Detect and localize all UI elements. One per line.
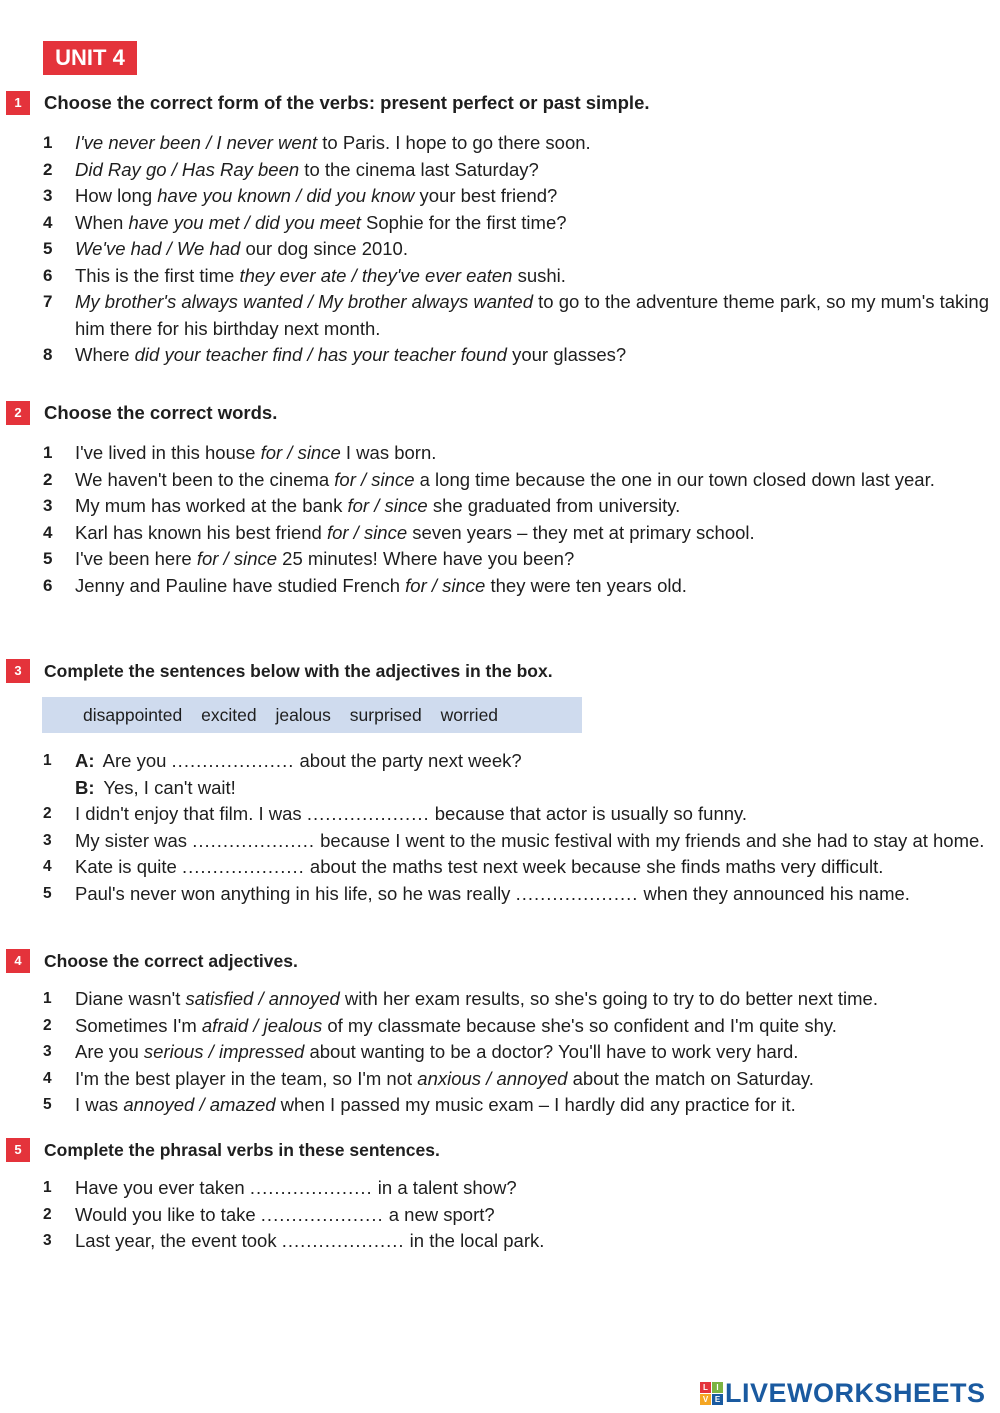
exercise-number: 4 [6,949,30,973]
item-number: 3 [43,1043,52,1060]
exercise-item [0,1092,1000,1119]
answer-options[interactable]: for / since [260,442,341,463]
exercise-3 [0,656,1000,686]
exercise-5 [0,1135,1000,1255]
exercise-item [0,854,1000,881]
exercise-item [0,440,1000,467]
item-text: about wanting to be a doctor? You'll have to work very hard. [304,1041,799,1062]
item-number: 5 [43,549,53,568]
exercise-item [0,1013,1000,1040]
answer-options[interactable]: have you known / did you know [157,185,415,206]
item-text: Yes, I can't wait! [98,776,236,798]
exercise-item [0,210,1000,237]
answer-options[interactable]: satisfied / annoyed [185,988,340,1009]
speaker-label: B: [75,776,95,798]
answer-options[interactable]: have you met / did you meet [128,211,361,233]
item-text: I've lived in this house [75,442,261,463]
answer-options[interactable]: for / since [347,495,428,516]
exercise-item [0,130,1000,157]
item-number: 4 [43,1069,52,1087]
item-text: I was born. [340,442,437,463]
item-text: I didn't enjoy that film. I was [75,803,307,824]
answer-options[interactable]: I've never been / I never went [75,132,318,153]
item-text: because that actor is usually so funny. [429,803,748,824]
exercise-title: Choose the correct form of the verbs: present perfect or past simple. [44,92,650,113]
exercise-item [0,801,1000,828]
item-text: Sometimes I'm [75,1014,202,1036]
answer-blank[interactable]: .................... [306,803,430,824]
item-number: 2 [43,1205,52,1223]
exercise-item [0,289,1000,342]
item-text: My sister was [75,829,193,851]
exercise-item [0,748,1000,775]
word-box-item: surprised [349,705,422,725]
item-text: I'm the best player in the team, so I'm not [75,1067,418,1089]
item-text: a long time because the one in our town closed down last year. [414,468,935,490]
item-number: 6 [43,575,53,595]
answer-options[interactable]: afraid / jealous [201,1014,323,1036]
item-text: in a talent show? [372,1177,517,1198]
item-text: of my classmate because she's so confident and I'm quite shy. [322,1014,837,1036]
item-text: about the match on Saturday. [567,1067,814,1089]
exercise-item [0,775,1000,802]
item-text: seven years – they met at primary school. [407,521,755,543]
item-text: We haven't been to the cinema [75,468,335,490]
item-text: This is the first time [75,264,240,286]
item-number: 4 [43,212,53,232]
exercise-item [0,1228,1000,1255]
item-number: 4 [43,858,52,875]
item-text: to Paris. I hope to go there soon. [317,132,591,153]
answer-options[interactable]: anxious / annoyed [417,1067,568,1089]
item-number: 8 [43,345,53,364]
exercise-4 [0,946,1000,1119]
item-number: 4 [43,522,53,542]
answer-options[interactable]: they ever ate / they've ever eaten [239,264,513,286]
item-text: about the maths test next week because she finds maths very difficult. [304,856,884,877]
liveworksheets-logo [700,1378,986,1408]
exercise-number: 3 [6,659,30,683]
exercise-item [0,467,1000,494]
exercise-1 [0,88,1000,369]
exercise-item [0,183,1000,210]
item-text: Sophie for the first time? [360,211,567,233]
answer-options[interactable]: for / since [196,548,278,569]
answer-blank[interactable]: .................... [515,882,639,904]
word-box-item: jealous [275,705,331,725]
exercise-item [0,881,1000,908]
answer-options[interactable]: annoyed / amazed [123,1094,276,1115]
exercise-item [0,1039,1000,1066]
item-number: 1 [43,990,52,1007]
exercise-items [0,986,1000,1119]
exercise-title: Choose the correct adjectives. [44,951,298,971]
word-box [42,697,582,733]
item-text: Are you [75,1041,144,1062]
item-number: 2 [43,805,52,822]
item-number: 2 [43,469,53,489]
item-text: when they announced his name. [638,882,910,904]
exercise-title: Complete the sentences below with the adjectives in the box. [44,661,553,681]
logo-text: LIVEWORKSHEETS [725,1377,986,1408]
exercise-title: Choose the correct words. [44,402,278,423]
speaker-label: A: [75,750,95,771]
item-text: she graduated from university. [427,495,681,516]
exercise-item [0,1202,1000,1229]
item-text: Kate is quite [75,856,182,877]
answer-blank[interactable]: .................... [249,1177,373,1198]
logo-mark-letter: L [700,1382,711,1393]
answer-options[interactable]: Did Ray go / Has Ray been [75,158,300,180]
item-text: to the cinema last Saturday? [299,158,539,180]
logo-mark-letter: E [712,1394,723,1405]
item-text: they were ten years old. [485,574,687,596]
exercise-number: 2 [6,401,30,425]
exercise-item [0,986,1000,1013]
item-text: sushi. [512,264,566,286]
item-text: When [75,211,129,233]
exercise-number: 1 [6,91,30,115]
item-text: Where [75,344,135,365]
answer-blank[interactable]: .................... [192,829,315,851]
exercise-item [0,520,1000,547]
item-text: Have you ever taken [75,1177,250,1198]
item-number: 1 [43,133,53,152]
item-text: your glasses? [506,344,627,365]
exercise-items [0,748,1000,907]
exercise-item [0,493,1000,520]
exercise-2 [0,398,1000,599]
answer-options[interactable]: for / since [326,521,408,543]
item-text: Paul's never won anything in his life, so he was really [75,882,516,904]
item-number: 2 [43,159,53,179]
item-number: 1 [43,443,53,462]
item-text: to go to the adventure theme park, so my mum's taking him there for his birthday next month. [75,291,989,339]
item-text: Would you like to take [75,1203,261,1225]
exercise-item [0,342,1000,369]
item-text: I've been here [75,548,197,569]
item-text: in the local park. [404,1230,545,1251]
item-number: 3 [43,186,53,205]
item-number: 1 [43,752,52,769]
item-number: 5 [43,1096,52,1113]
item-text: about the party next week? [294,750,522,771]
item-number: 7 [43,292,53,311]
exercise-item [0,546,1000,573]
exercise-3-items [0,748,1000,907]
item-text: Diane wasn't [75,988,186,1009]
item-number: 3 [43,496,53,515]
answer-blank[interactable]: .................... [171,750,295,771]
answer-blank[interactable]: .................... [260,1203,384,1225]
item-number: 5 [43,239,53,258]
item-text: My mum has worked at the bank [75,495,348,516]
exercise-item [0,1066,1000,1093]
exercise-number: 5 [6,1138,30,1162]
unit-badge: UNIT 4 [43,41,137,75]
exercise-items [0,130,1000,369]
exercise-items [0,440,1000,599]
answer-options[interactable]: did your teacher find / has your teacher found [134,344,507,365]
answer-options[interactable]: My brother's always wanted / My brother always wanted [75,291,534,312]
item-text: our dog since 2010. [240,238,408,259]
item-text: How long [75,185,158,206]
logo-mark-letter: I [712,1382,723,1393]
item-text: I was [75,1094,124,1115]
item-text: Jenny and Pauline have studied French [75,574,406,596]
item-text: Last year, the event took [75,1230,282,1251]
item-text: when I passed my music exam – I hardly did any practice for it. [275,1094,796,1115]
answer-blank[interactable]: .................... [281,1230,405,1251]
item-text: 25 minutes! Where have you been? [277,548,575,569]
item-text: Are you [98,750,172,771]
word-box-item: disappointed [83,705,183,725]
item-number: 3 [43,1232,52,1249]
exercise-item [0,236,1000,263]
item-text: a new sport? [383,1203,495,1225]
exercise-item [0,828,1000,855]
item-number: 3 [43,831,52,849]
item-text: Karl has known his best friend [75,521,327,543]
answer-options[interactable]: We've had / We had [75,238,241,259]
item-number: 5 [43,884,52,902]
item-text: because I went to the music festival with my friends and she had to stay at home. [315,829,985,851]
answer-blank[interactable]: .................... [181,856,305,877]
exercise-item [0,1175,1000,1202]
exercise-title: Complete the phrasal verbs in these sentences. [44,1140,440,1160]
answer-options[interactable]: for / since [405,574,486,596]
exercise-items [0,1175,1000,1255]
answer-options[interactable]: for / since [334,468,415,490]
word-box-item: excited [201,705,257,725]
item-text: with her exam results, so she's going to try to do better next time. [339,988,878,1009]
answer-options[interactable]: serious / impressed [143,1041,305,1062]
item-number: 6 [43,265,53,285]
logo-mark-letter: V [700,1394,711,1405]
item-number: 1 [43,1179,52,1196]
item-number: 2 [43,1016,52,1034]
exercise-item [0,573,1000,600]
logo-mark-icon [700,1382,723,1405]
word-box-item: worried [440,705,499,725]
exercise-item [0,157,1000,184]
item-text: your best friend? [414,185,558,206]
exercise-item [0,263,1000,290]
